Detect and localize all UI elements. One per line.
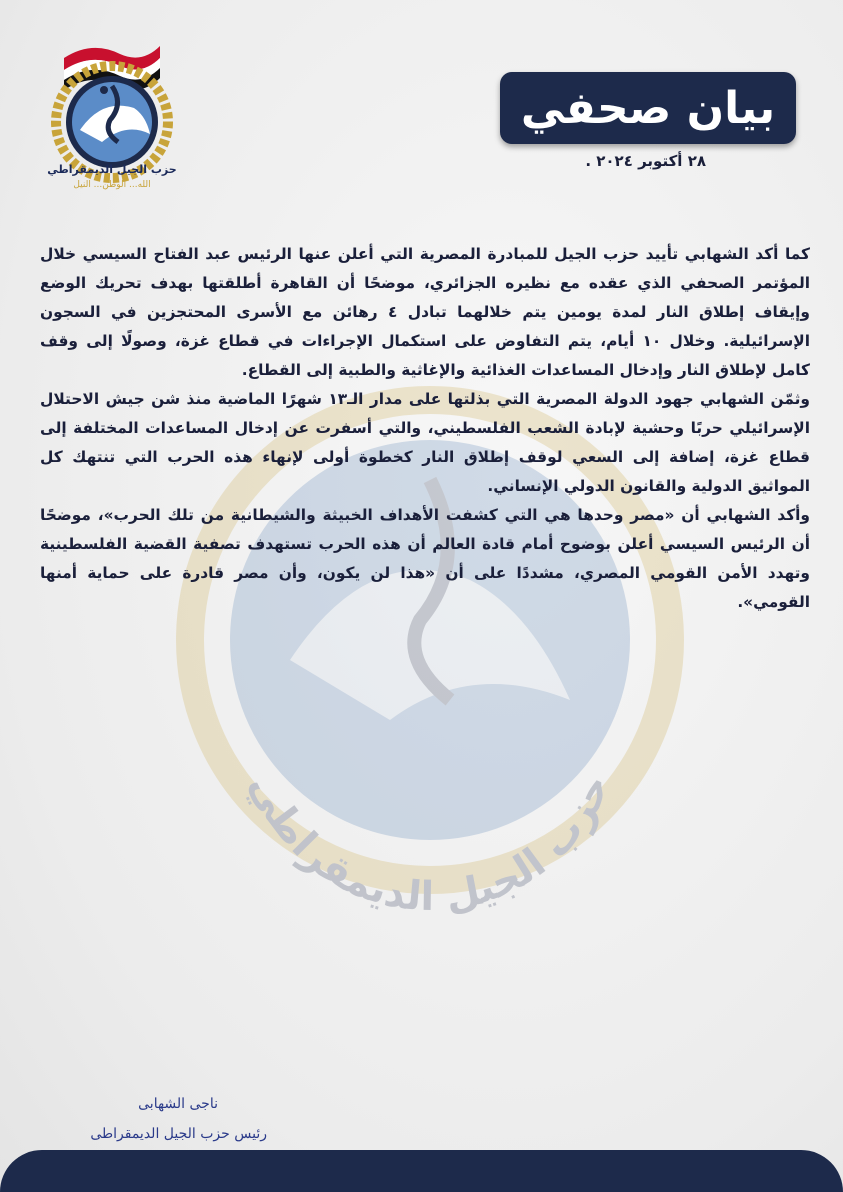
paragraph-1: كما أكد الشهابي تأييد حزب الجيل للمبادرة المصرية التي أعلن عنها الرئيس عبد الفتاح السيسي خلال المؤتمر الصحفي الذي عقده مع نظيره الجزائري، موضحًا أن القاهرة أطلقتها بهدف تحريك الوضع وإيقاف إطلاق النار لمدة يومين يتم خلالهما تبادل ٤ رهائن مع الأسرى المحتجزين في السجون الإسرائيلية. وخلال ١٠ أيام، يتم التفاوض على استكمال الإجراءات في قطاع غزة، وصولًا إلى وقف كامل لإطلاق النار وإدخال المساعدات الغذائية والإغاثية والطبية إلى القطاع. <box>40 245 810 379</box>
title-banner <box>500 72 796 144</box>
paragraph-3: وأكد الشهابي أن «مصر وحدها هي التي كشفت الأهداف الخبيثة والشيطانية من تلك الحرب»، موضحًا أن الرئيس السيسي أعلن بوضوح أمام قادة العالم أن هذه الحرب تستهدف تصفية القضية الفلسطينية وتهدد الأمن القومي المصري، مشددًا على أن «هذا لن يكون، وأن مصر قادرة على حماية أمنها القومي». <box>40 506 810 611</box>
signature-title: رئيس حزب الجيل الديمقراطى <box>90 1126 267 1142</box>
signature-name: ناجى الشهابى <box>138 1096 218 1112</box>
paragraph-2: وثمّن الشهابي جهود الدولة المصرية التي بذلتها على مدار الـ١٣ شهرًا الماضية منذ شن جيش الاحتلال الإسرائيلي حربًا وحشية لإبادة الشعب الفلسطيني، والتي أسفرت عن إدخال المساعدات المختلفة إلى قطاع غزة، إضافة إلى السعي لوقف إطلاق النار كخطوة أولى لإنهاء هذه الحرب التي تنتهك كل المواثيق الدولية والقانون الدولي الإنساني. <box>40 390 810 495</box>
logo-party-name: حزب الجيل الديمقراطي <box>47 163 177 176</box>
logo-tagline: الله... الوطن... النيل <box>73 180 151 190</box>
footer-bar <box>0 1150 843 1192</box>
statement-body <box>40 240 810 617</box>
statement-date: ٢٨ أكتوبر ٢٠٢٤ . <box>585 152 706 170</box>
watermark-text: حزب الجيل الديمقراطي <box>240 766 620 921</box>
page-title: بيان صحفي <box>520 82 776 134</box>
